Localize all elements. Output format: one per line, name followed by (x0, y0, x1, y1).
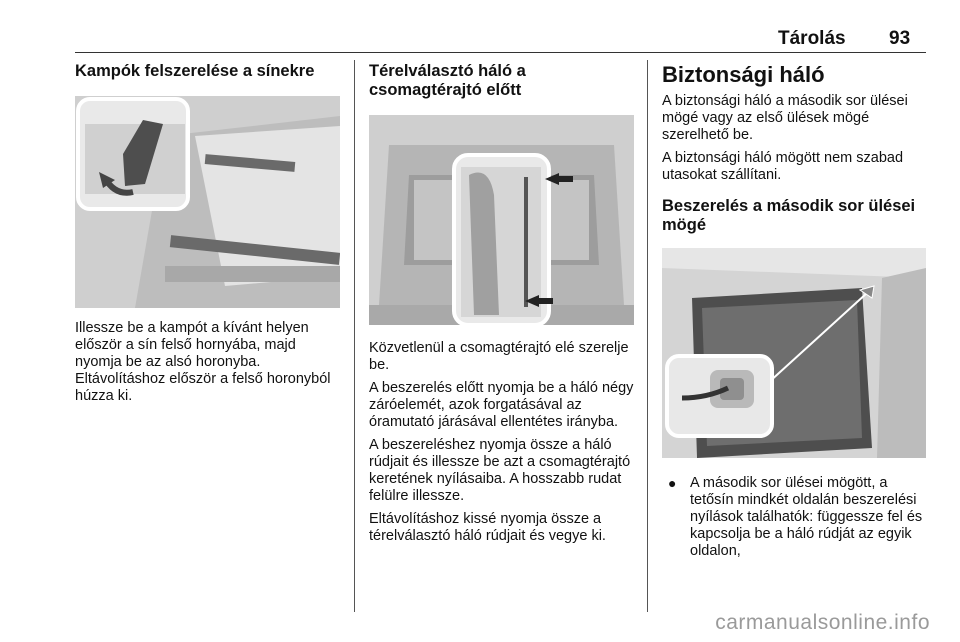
watermark: carmanualsonline.info (715, 611, 930, 634)
hook-rail-illustration (75, 96, 340, 308)
column-divider-1 (354, 60, 355, 612)
partition-net-paragraph-3: A beszereléshez nyomja össze a háló rúdjait és illessze be azt a csomagtérajtó keretének nyílásaiba. A hosszabb rudat felülre illessze. (369, 437, 631, 504)
list-item (662, 475, 926, 560)
partition-net-paragraph-4: Eltávolításhoz kissé nyomja össze a térelválasztó háló rúdjait és vegye ki. (369, 511, 606, 544)
column-hooks (75, 62, 340, 405)
section-heading-partition-net: Térelválasztó háló a csomagtérajtó előtt (369, 62, 526, 99)
bullet-text: A második sor ülései mögött, a tetősín mindkét oldalán beszerelési nyílások találhatók: függessze fel és kapcsolja be a háló rúdját az egyik oldalon, (690, 475, 923, 559)
column-divider-2 (647, 60, 648, 612)
safety-net-paragraph-1: A biztonsági háló a második sor ülései mögé vagy az első ülések mögé szerelhető be. (662, 93, 908, 143)
header-rule (75, 52, 926, 53)
safety-net-paragraph-2: A biztonsági háló mögött nem szabad utasokat szállítani. (662, 150, 904, 183)
partition-net-paragraph-2: A beszerelés előtt nyomja be a háló négy záróelemét, azok forgatásával az óramutató járásával ellentétes irányba. (369, 380, 634, 430)
hooks-body-text: Illessze be a kampót a kívánt helyen először a sín felső hornyába, majd nyomja be az alsó horonyba. Eltávolításhoz először a felső horonyból húzza ki. (75, 320, 331, 404)
partition-net-paragraph-1: Közvetlenül a csomagtérajtó elé szerelje be. (369, 340, 629, 373)
partition-net-illustration (369, 115, 634, 325)
column-partition-net (369, 62, 634, 545)
column-safety-net (662, 62, 926, 560)
bullet-marker: ● (668, 475, 677, 491)
page-number: 93 (889, 28, 911, 49)
section-heading-hooks: Kampók felszerelése a sínekre (75, 62, 315, 80)
section-title-safety-net: Biztonsági háló (662, 62, 825, 87)
subsection-heading-second-row: Beszerelés a második sor ülései mögé (662, 197, 916, 234)
header-title: Tárolás (778, 28, 846, 49)
safety-net-illustration (662, 248, 926, 458)
